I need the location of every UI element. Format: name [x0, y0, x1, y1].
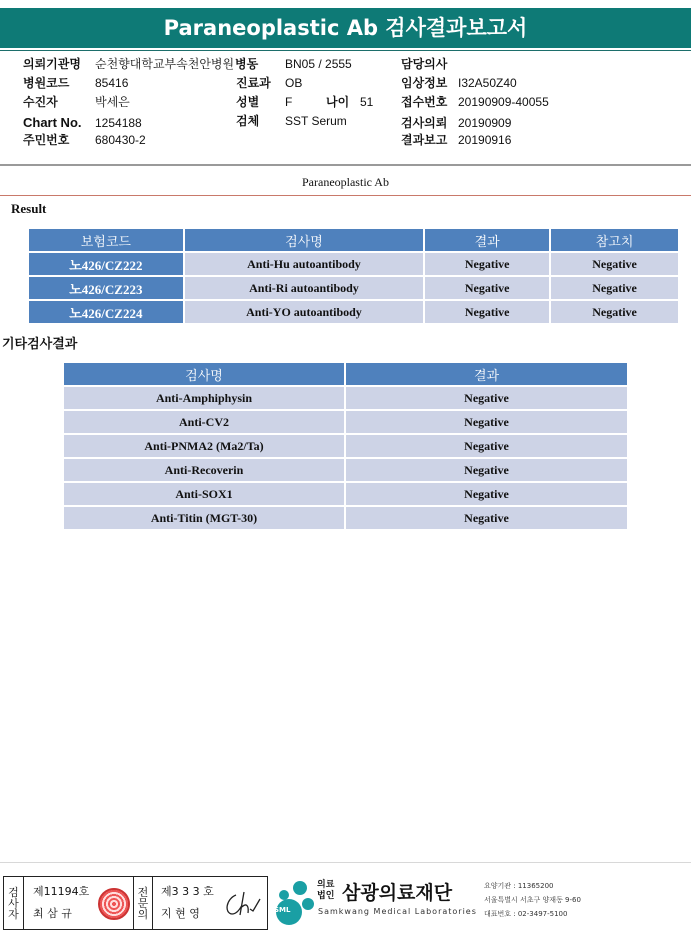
test-name-cell: Anti-PNMA2 (Ma2/Ta): [64, 435, 344, 457]
result-table-header: [29, 229, 678, 251]
title-divider: [0, 50, 691, 51]
info-value-chart-no: 1254188: [95, 116, 142, 130]
test-name-cell: Anti-Amphiphysin: [64, 387, 344, 409]
table-row: [29, 301, 678, 323]
test-name-cell: Anti-YO autoantibody: [185, 301, 424, 323]
info-label-specimen: 검체: [236, 114, 260, 128]
info-value-receipt: 20190909-40055: [458, 95, 549, 109]
reference-cell: Negative: [551, 253, 678, 275]
info-value-hospital-code: 85416: [95, 76, 129, 90]
test-name-cell: Anti-Recoverin: [64, 459, 344, 481]
test-name-cell: Anti-Titin (MGT-30): [64, 507, 344, 529]
table-row: [64, 507, 627, 529]
examiner-seal: [98, 888, 130, 920]
info-label-department: 진료과: [236, 76, 271, 90]
result-cell: Negative: [425, 277, 549, 299]
insurance-code-cell: 노426/CZ224: [29, 301, 183, 323]
info-label-chart-no: Chart No.: [23, 115, 82, 130]
table-row: [64, 483, 627, 505]
table-row: [64, 435, 627, 457]
result-cell: Negative: [346, 507, 627, 529]
section-divider: [0, 195, 691, 196]
info-value-specimen: SST Serum: [285, 114, 347, 128]
other-tests-label: 기타검사결과: [2, 337, 78, 352]
table-row: [29, 253, 678, 275]
signature-box: [3, 876, 268, 930]
result-cell: Negative: [425, 301, 549, 323]
info-label-ward: 병동: [235, 57, 259, 71]
insurance-code-cell: 노426/CZ223: [29, 277, 183, 299]
info-value-sex: F: [285, 95, 293, 109]
specialist-label: 전 문 의: [133, 877, 153, 929]
result-table: [27, 227, 680, 325]
examiner-label: 검 사 자: [4, 877, 24, 929]
corp-phone: 대표번호 : 02-3497-5100: [484, 910, 568, 918]
test-name-cell: Anti-Hu autoantibody: [185, 253, 424, 275]
other-table-header: [64, 363, 627, 385]
laboratory-logo: [272, 876, 588, 930]
specialist-signature: [222, 889, 264, 919]
test-name-cell: Anti-CV2: [64, 411, 344, 433]
header-result: 결과: [346, 363, 627, 385]
info-label-institution: 의뢰기관명: [23, 57, 81, 71]
result-cell: Negative: [346, 387, 627, 409]
table-row: [64, 459, 627, 481]
insurance-code-cell: 노426/CZ222: [29, 253, 183, 275]
sml-logo-text: SML: [274, 906, 291, 914]
info-label-report: 결과보고: [401, 133, 448, 147]
info-label-request: 검사의뢰: [401, 116, 448, 130]
reference-cell: Negative: [551, 277, 678, 299]
specialist-number: 제3 3 3 호: [161, 885, 214, 898]
test-name-cell: Anti-Ri autoantibody: [185, 277, 424, 299]
corp-name: 삼광의료재단: [342, 882, 453, 904]
info-label-clinical: 임상정보: [401, 76, 448, 90]
header-test-name: 검사명: [64, 363, 344, 385]
info-value-institution: 순천향대학교부속천안병원: [95, 57, 235, 71]
examiner-name: 최 삼 규: [33, 907, 72, 920]
info-label-sex: 성별: [236, 95, 260, 109]
info-divider: [0, 164, 691, 166]
reference-cell: Negative: [551, 301, 678, 323]
sml-logo-icon: [272, 878, 316, 928]
info-value-report: 20190916: [458, 133, 512, 147]
header-test-name: 검사명: [185, 229, 424, 251]
corp-english-name: Samkwang Medical Laboratories: [318, 907, 477, 916]
info-value-ward: BN05 / 2555: [285, 57, 352, 71]
info-label-patient: 수진자: [23, 95, 58, 109]
result-cell: Negative: [346, 411, 627, 433]
table-row: [64, 411, 627, 433]
report-title: Paraneoplastic Ab 검사결과보고서: [0, 8, 691, 48]
info-value-patient: 박세은: [95, 95, 130, 109]
footer-divider: [0, 862, 691, 863]
result-cell: Negative: [346, 483, 627, 505]
header-result: 결과: [425, 229, 549, 251]
section-title: Paraneoplastic Ab: [302, 175, 389, 189]
footer: [0, 876, 691, 930]
specialist-name: 지 현 영: [161, 907, 200, 920]
test-name-cell: Anti-SOX1: [64, 483, 344, 505]
result-label: Result: [11, 201, 47, 216]
info-value-age: 51: [360, 95, 374, 109]
table-row: [64, 387, 627, 409]
info-value-clinical: I32A50Z40: [458, 76, 517, 90]
info-value-request: 20190909: [458, 116, 512, 130]
info-label-doctor: 담당의사: [401, 57, 448, 71]
corp-address: 서울특별시 서초구 양재동 9-60: [484, 896, 581, 904]
header-reference: 참고치: [551, 229, 678, 251]
info-label-id-no: 주민번호: [23, 133, 70, 147]
info-value-id-no: 680430-2: [95, 133, 146, 147]
header-insurance-code: 보험코드: [29, 229, 183, 251]
info-label-receipt: 접수번호: [401, 95, 448, 109]
result-cell: Negative: [346, 459, 627, 481]
result-cell: Negative: [425, 253, 549, 275]
other-tests-table: [62, 361, 629, 531]
corp-type: 의료 법인: [317, 880, 335, 901]
info-value-department: OB: [285, 76, 303, 90]
info-label-hospital-code: 병원코드: [23, 76, 70, 90]
result-cell: Negative: [346, 435, 627, 457]
table-row: [29, 277, 678, 299]
info-label-age: 나이: [326, 95, 350, 109]
corp-code: 요양기관 : 11365200: [484, 882, 554, 890]
examiner-number: 제11194호: [33, 885, 90, 898]
